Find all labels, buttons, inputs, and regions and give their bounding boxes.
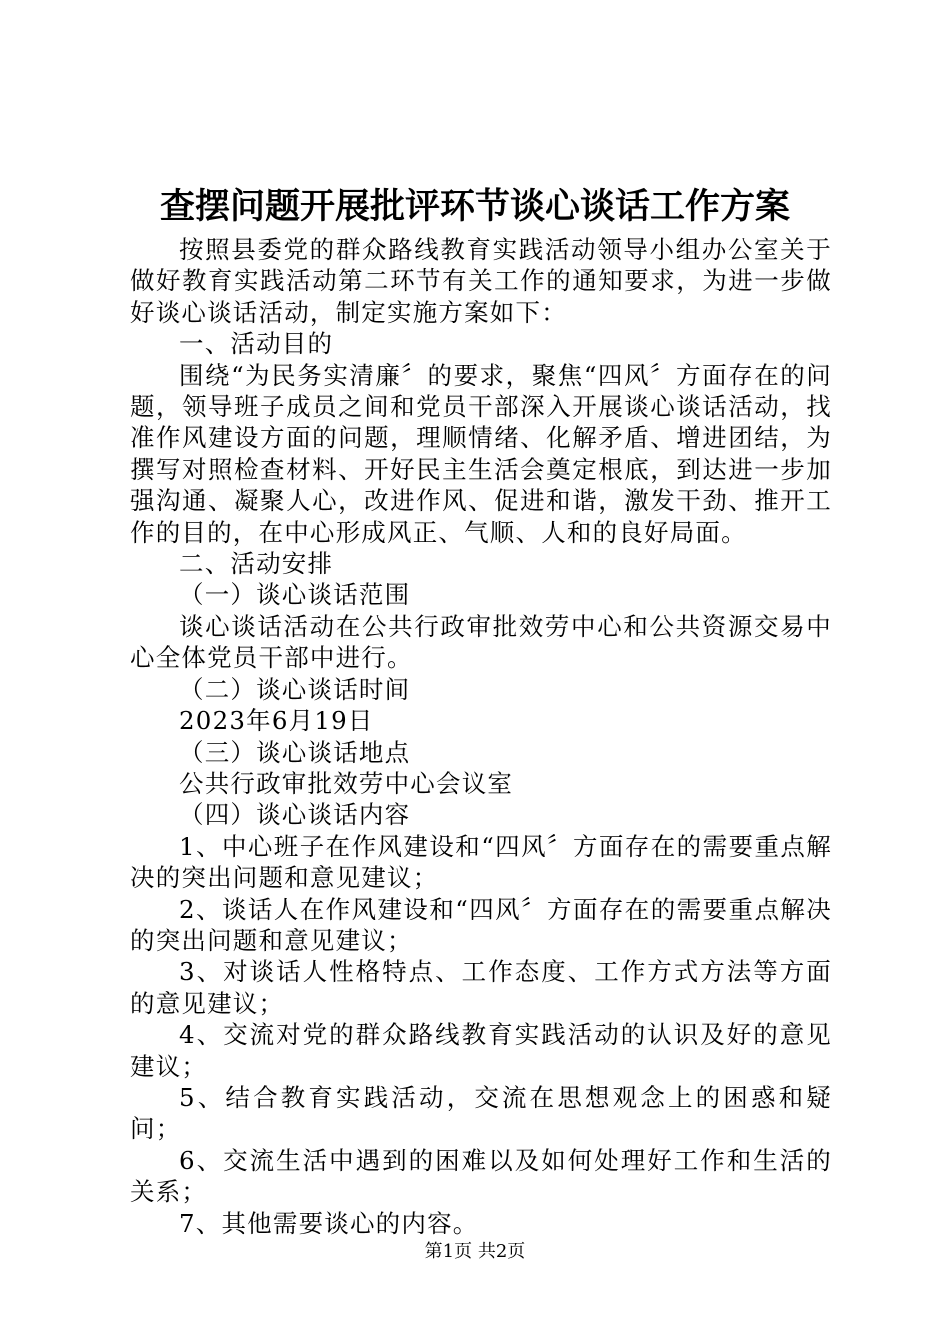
time-paragraph: 2023年6月19日 xyxy=(179,706,374,736)
subheading-scope: （一）谈心谈话范围 xyxy=(179,580,411,610)
purpose-paragraph: 围绕“为民务实清廉〞的要求，聚焦“四风〞方面存在的问题，领导班子成员之间和党员干部深入开展谈心谈话活动，找准作风建设方面的问题，理顺情绪、化解矛盾、增进团结，为撰写对照检查材料、开好民主生活会奠定根底，到达进一步加强沟通、凝聚人心，改进作风、促进和谐，激发干劲、推开工作的目的，在中心形成风正、气顺、人和的良好局面。 xyxy=(130,360,832,547)
content-item-2: 2、谈话人在作风建设和“四风〞方面存在的需要重点解决的突出问题和意见建议； xyxy=(130,894,832,955)
content-item-6: 6、交流生活中遇到的困难以及如何处理好工作和生活的关系； xyxy=(130,1145,832,1207)
intro-paragraph: 按照县委党的群众路线教育实践活动领导小组办公室关于做好教育实践活动第二环节有关工作的通知要求，为进一步做好谈心谈话活动，制定实施方案如下： xyxy=(130,235,832,327)
content-item-1: 1、中心班子在作风建设和“四风〞方面存在的需要重点解决的突出问题和意见建议； xyxy=(130,831,832,893)
subheading-location: （三）谈心谈话地点 xyxy=(179,737,411,767)
section-heading-purpose: 一、活动目的 xyxy=(179,329,334,359)
scope-paragraph: 谈心谈话活动在公共行政审批效劳中心和公共资源交易中心全体党员干部中进行。 xyxy=(130,611,832,673)
location-paragraph: 公共行政审批效劳中心会议室 xyxy=(179,768,514,798)
subheading-time: （二）谈心谈话时间 xyxy=(179,674,411,704)
content-item-4: 4、交流对党的群众路线教育实践活动的认识及好的意见建议； xyxy=(130,1020,832,1081)
content-item-3: 3、对谈话人性格特点、工作态度、工作方式方法等方面的意见建议； xyxy=(130,957,832,1018)
page-footer: 第1页 共2页 xyxy=(424,1241,526,1262)
content-item-7: 7、其他需要谈心的内容。 xyxy=(179,1208,479,1238)
document-title: 查摆问题开展批评环节谈心谈话工作方案 xyxy=(159,186,790,227)
subheading-content: （四）谈心谈话内容 xyxy=(179,800,411,830)
section-heading-arrangement: 二、活动安排 xyxy=(179,549,334,579)
content-item-5: 5、结合教育实践活动，交流在思想观念上的困惑和疑问； xyxy=(130,1082,832,1144)
document-body xyxy=(130,234,832,1239)
